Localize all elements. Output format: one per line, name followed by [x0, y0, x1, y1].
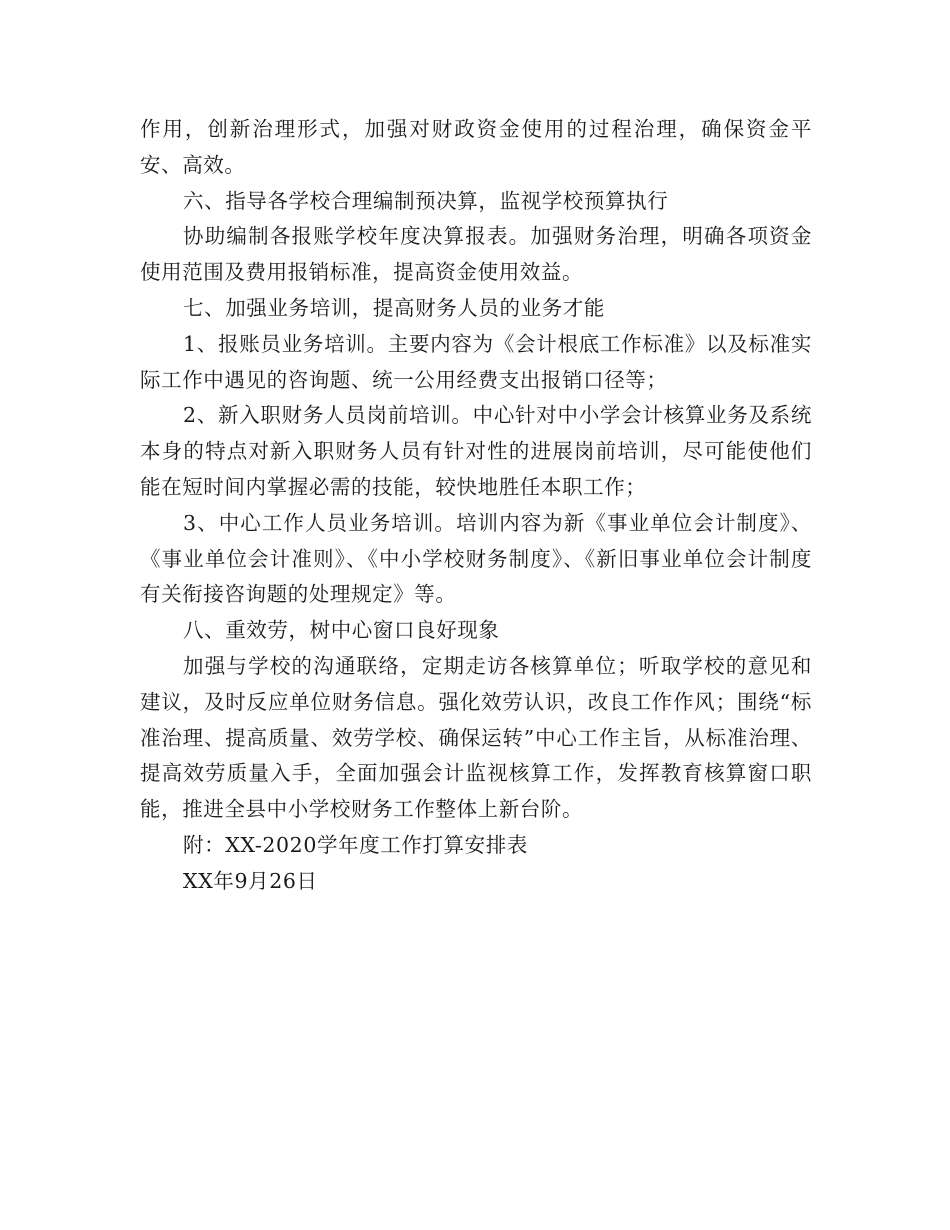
paragraph-service: 加强与学校的沟通联络，定期走访各核算单位；听取学校的意见和建议，及时反应单位财务信息。强化效劳认识，改良工作作风；围绕“标准治理、提高质量、效劳学校、确保运转”中心工作主旨，从标准治理、提高效劳质量入手，全面加强会计监视核算工作，发挥教育核算窗口职能，推进全县中小学校财务工作整体上新台阶。 [140, 653, 812, 822]
section-heading-eight: 八、重效劳，树中心窗口良好现象 [183, 618, 500, 643]
paragraph-budget: 协助编制各报账学校年度决算报表。加强财务治理，明确各项资金使用范围及费用报销标准，提高资金使用效益。 [140, 224, 812, 285]
attachment-note: 附：XX-2020学年度工作打算安排表 [183, 832, 528, 857]
document-date: XX年9月26日 [183, 868, 318, 893]
paragraph-continuation: 作用，创新治理形式，加强对财政资金使用的过程治理，确保资金平安、高效。 [140, 117, 812, 177]
paragraph-training-2: 2、新入职财务人员岗前培训。中心针对中小学会计核算业务及系统本身的特点对新入职财务人员有针对性的进展岗前培训，尽可能使他们能在短时间内掌握必需的技能，较快地胜任本职工作； [140, 403, 812, 499]
paragraph-training-1: 1、报账员业务培训。主要内容为《会计根底工作标准》以及标准实际工作中遇见的咨询题、统一公用经费支出报销口径等； [140, 331, 812, 392]
paragraph-training-3: 3、中心工作人员业务培训。培训内容为新《事业单位会计制度》、《事业单位会计准则》、《中小学校财务制度》、《新旧事业单位会计制度有关衔接咨询题的处理规定》等。 [140, 510, 812, 607]
document-body [140, 112, 812, 900]
section-heading-seven: 七、加强业务培训，提高财务人员的业务才能 [183, 295, 605, 320]
section-heading-six: 六、指导各学校合理编制预决算，监视学校预算执行 [183, 188, 669, 213]
